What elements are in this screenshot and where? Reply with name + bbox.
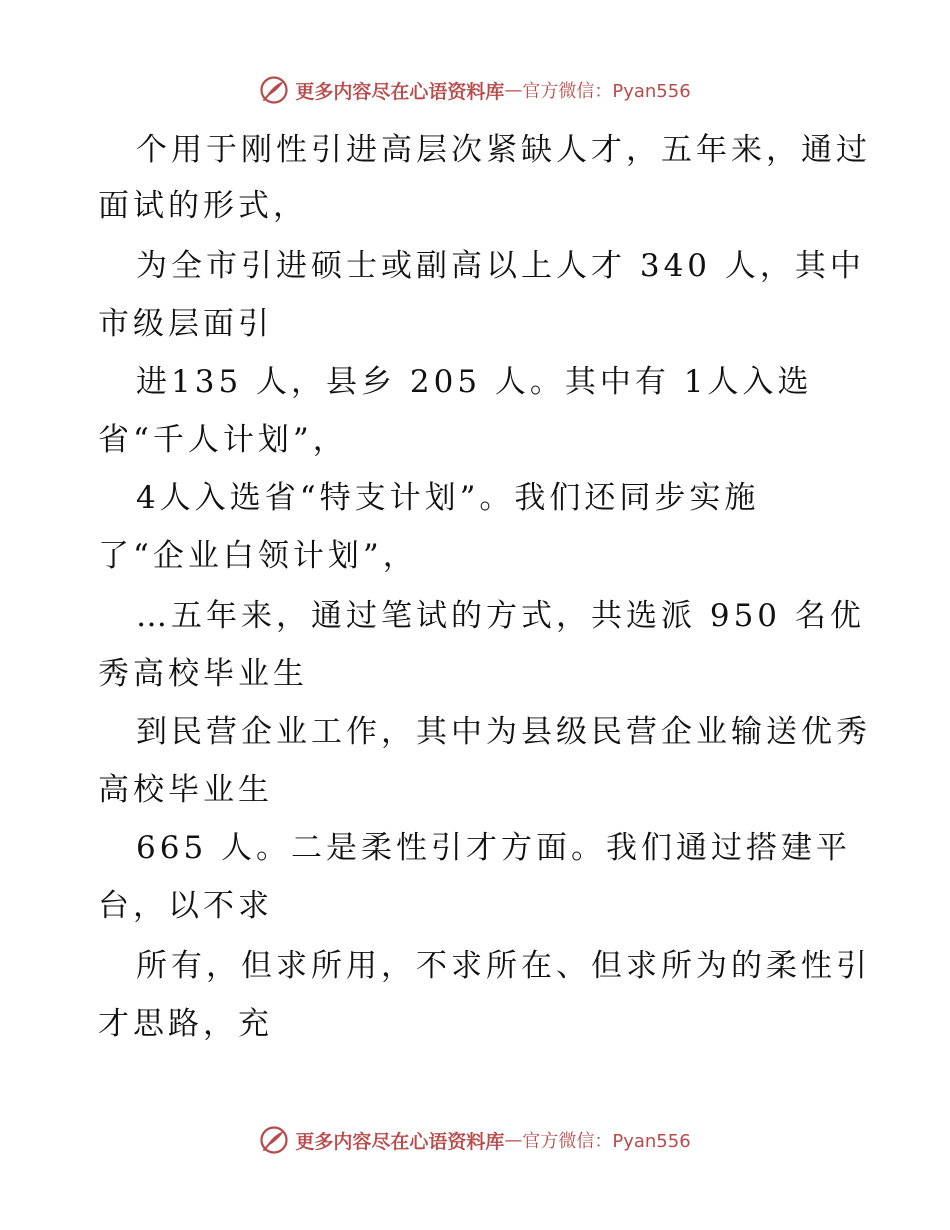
footer-brand-text: 更多内容尽在心语资料库 [295, 1130, 505, 1153]
header-banner [0, 70, 950, 110]
text-line: 秀高校毕业生 [98, 656, 308, 692]
text-line: 市级层面引 [98, 306, 273, 342]
text-line: 才思路，充 [98, 1006, 273, 1042]
footer-contact-text: 官方微信：Pyan556 [522, 1131, 691, 1152]
text-line: 个用于刚性引进高层次紧缺人才，五年来，通过 [136, 132, 871, 168]
text-line: 到民营企业工作，其中为县级民营企业输送优秀 [136, 714, 871, 750]
text-line: 4人入选省“特支计划”。我们还同步实施 [136, 480, 760, 516]
text-line: 665 人。二是柔性引才方面。我们通过搭建平 [136, 830, 852, 866]
header-contact-text: 官方微信：Pyan556 [522, 81, 691, 102]
feather-pen-logo-icon [259, 1125, 289, 1155]
feather-pen-logo-icon [259, 75, 289, 105]
text-line: 了“企业白领计划”， [98, 538, 418, 574]
text-line: 所有，但求所用，不求所在、但求所为的柔性引 [136, 948, 871, 984]
text-line: 面试的形式， [98, 188, 308, 224]
text-line: 进135 人，县乡 205 人。其中有 1人入选 [136, 364, 813, 400]
header-brand-text: 更多内容尽在心语资料库 [295, 80, 505, 103]
text-line: 为全市引进硕士或副高以上人才 340 人，其中 [136, 248, 865, 284]
text-line: …五年来，通过笔试的方式，共选派 950 名优 [136, 598, 865, 634]
text-line: 台，以不求 [98, 888, 273, 924]
text-line: 省“千人计划”， [98, 422, 348, 458]
text-line: 高校毕业生 [98, 772, 273, 808]
header-separator: — [504, 79, 523, 101]
footer-banner [0, 1120, 950, 1160]
footer-separator: — [504, 1129, 523, 1151]
